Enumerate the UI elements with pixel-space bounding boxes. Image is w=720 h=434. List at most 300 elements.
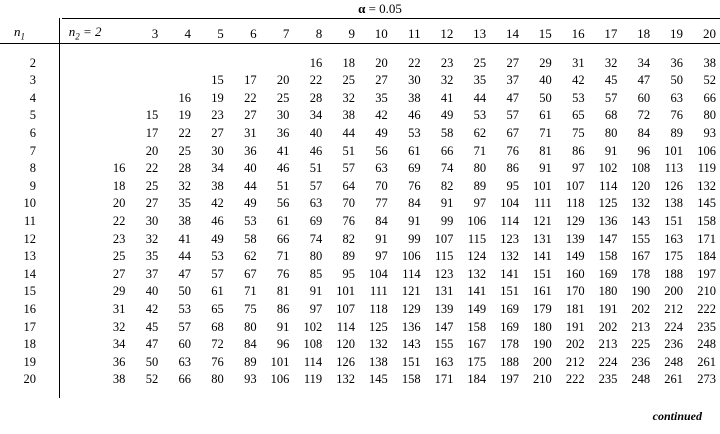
table-cell: 91 (276, 319, 290, 334)
table-cell: 169 (500, 319, 519, 334)
table-cell: 138 (369, 354, 388, 369)
table-cell (224, 47, 257, 73)
table-cell: 22 (112, 213, 126, 228)
table-cell: 35 (178, 196, 191, 211)
table-cell: 158 (598, 249, 618, 264)
table-cell: 42 (211, 196, 224, 211)
column-header: 20 (703, 26, 716, 42)
table-cell: 32 (342, 90, 355, 105)
table-cell: 53 (244, 213, 257, 228)
table-cell: 47 (637, 73, 651, 88)
table-cell: 107 (434, 231, 454, 246)
row-label: 12 (23, 231, 36, 246)
table-cell: 61 (408, 143, 421, 158)
table-row (0, 301, 716, 319)
table-cell: 29 (112, 284, 126, 299)
table-cell: 89 (670, 125, 683, 140)
table-cell: 145 (697, 196, 716, 211)
table-cell: 91 (375, 231, 388, 246)
table-cell: 44 (342, 125, 355, 140)
table-cell: 34 (637, 55, 651, 70)
table-cell: 53 (178, 301, 191, 316)
table-cell: 202 (598, 319, 618, 334)
table-cell: 53 (473, 108, 487, 123)
table-cell: 36 (276, 125, 290, 140)
table-cell: 225 (631, 337, 651, 352)
alpha-value: = 0.05 (365, 1, 402, 16)
table-row (0, 90, 716, 108)
table-cell: 32 (604, 55, 618, 70)
table-cell: 97 (309, 301, 323, 316)
table-cell: 184 (467, 372, 487, 387)
table-row (0, 178, 716, 196)
table-cell: 147 (434, 319, 454, 334)
table-cell: 25 (473, 55, 487, 70)
column-header: 13 (473, 26, 487, 42)
column-header: 12 (440, 26, 454, 42)
table-cell: 16 (112, 161, 126, 176)
table-cell: 45 (145, 319, 159, 334)
table-cell: 132 (697, 178, 716, 193)
table-cell: 28 (309, 90, 323, 105)
table-cell (125, 47, 158, 73)
table-cell: 97 (572, 161, 585, 176)
table-cell: 41 (276, 143, 290, 158)
table-cell: 81 (539, 143, 552, 158)
column-header: 10 (374, 26, 388, 42)
table-cell: 53 (211, 249, 224, 264)
row-label: 19 (23, 354, 36, 369)
table-cell: 81 (276, 284, 290, 299)
table-cell: 49 (440, 108, 454, 123)
table-cell: 167 (467, 337, 487, 352)
column-header: 18 (637, 26, 651, 42)
top-rule (62, 18, 720, 19)
table-cell: 202 (631, 301, 651, 316)
table-cell: 118 (369, 301, 388, 316)
table-cell: 23 (211, 108, 224, 123)
table-cell: 57 (211, 266, 224, 281)
table-cell: 89 (244, 354, 257, 369)
row-label: 5 (29, 108, 36, 123)
table-cell: 123 (434, 266, 454, 281)
table-cell: 61 (211, 284, 224, 299)
table-cell: 35 (145, 249, 159, 264)
table-cell: 38 (342, 108, 355, 123)
table-cell: 34 (309, 108, 323, 123)
table-cell: 56 (375, 143, 388, 158)
table-cell: 106 (401, 249, 421, 264)
table-cell: 57 (178, 319, 191, 334)
table-cell (125, 90, 158, 108)
table-cell: 179 (533, 301, 552, 316)
table-row (0, 213, 716, 231)
table-cell: 32 (178, 178, 191, 193)
table-cell: 91 (604, 143, 618, 158)
table-cell: 101 (533, 178, 552, 193)
table-cell: 191 (565, 319, 585, 334)
table-cell: 27 (506, 55, 519, 70)
table-cell (158, 72, 191, 90)
table-cell: 65 (572, 108, 585, 123)
table-cell: 120 (336, 337, 355, 352)
table-cell: 248 (664, 354, 683, 369)
table-cell (63, 125, 126, 143)
table-cell: 30 (211, 143, 224, 158)
table-cell: 169 (500, 301, 519, 316)
table-cell: 65 (211, 301, 224, 316)
table-cell: 22 (309, 73, 323, 88)
column-header: 16 (571, 26, 585, 42)
table-cell: 30 (276, 108, 290, 123)
table-row (0, 125, 716, 143)
table-cell: 248 (697, 337, 716, 352)
table-cell: 96 (276, 337, 290, 352)
table-cell: 139 (565, 231, 585, 246)
table-cell: 132 (500, 249, 519, 264)
table-cell: 197 (697, 266, 716, 281)
table-cell: 22 (244, 90, 257, 105)
table-cell: 61 (276, 213, 290, 228)
table-cell: 66 (178, 372, 191, 387)
table-cell: 163 (664, 231, 683, 246)
table-cell: 25 (342, 73, 355, 88)
table-cell: 261 (664, 372, 683, 387)
table-cell: 32 (112, 319, 126, 334)
table-cell: 213 (598, 337, 618, 352)
table-cell: 44 (473, 90, 487, 105)
table-cell: 136 (598, 213, 618, 228)
table-cell: 99 (408, 231, 421, 246)
table-cell: 126 (336, 354, 355, 369)
table-cell: 44 (244, 178, 257, 193)
table-cell: 46 (211, 213, 224, 228)
table-cell: 41 (178, 231, 191, 246)
table-cell: 57 (604, 90, 618, 105)
table-cell: 86 (506, 161, 519, 176)
table-cell: 113 (664, 161, 683, 176)
table-cell: 80 (604, 125, 618, 140)
table-row (0, 72, 716, 90)
table-cell: 71 (539, 125, 552, 140)
table-cell: 34 (211, 161, 224, 176)
table-cell: 38 (178, 213, 191, 228)
table-cell: 106 (467, 213, 487, 228)
table-cell: 47 (178, 266, 191, 281)
table-cell: 64 (342, 178, 355, 193)
table-cell: 22 (145, 161, 159, 176)
table-cell (63, 143, 126, 161)
table-row (0, 371, 716, 389)
table-cell: 89 (342, 249, 355, 264)
table-cell: 143 (401, 337, 421, 352)
table-cell: 66 (703, 90, 716, 105)
table-cell: 71 (276, 249, 290, 264)
table-cell (63, 90, 126, 108)
table-cell: 191 (598, 301, 618, 316)
table-cell: 91 (539, 161, 552, 176)
table-cell: 23 (112, 231, 126, 246)
table-cell: 34 (112, 337, 126, 352)
table-cell: 28 (178, 161, 191, 176)
table-cell: 114 (402, 266, 421, 281)
row-label: 17 (23, 319, 36, 334)
table-cell: 80 (703, 108, 716, 123)
table-cell: 101 (270, 354, 290, 369)
table-cell: 36 (244, 143, 257, 158)
table-cell: 62 (473, 125, 487, 140)
table-cell: 66 (440, 143, 454, 158)
row-label: 9 (29, 178, 36, 193)
table-cell: 273 (697, 372, 716, 387)
row-label: 2 (29, 55, 36, 70)
table-cell: 91 (309, 284, 323, 299)
table-cell: 17 (244, 73, 257, 88)
table-cell (191, 47, 224, 73)
table-cell: 119 (697, 161, 716, 176)
table-cell: 67 (506, 125, 519, 140)
table-cell: 76 (276, 266, 290, 281)
table-cell: 141 (533, 249, 552, 264)
row-label: 6 (29, 125, 36, 140)
table-cell: 132 (369, 337, 388, 352)
table-cell: 95 (342, 266, 355, 281)
table-cell: 68 (211, 319, 224, 334)
table-cell: 167 (631, 249, 651, 264)
table-cell: 74 (440, 161, 454, 176)
table-cell: 93 (244, 372, 257, 387)
table-cell: 158 (697, 213, 716, 228)
table-cell: 71 (473, 143, 487, 158)
table-cell: 80 (244, 319, 257, 334)
table-cell: 188 (664, 266, 683, 281)
table-cell: 20 (375, 55, 388, 70)
table-cell: 46 (408, 108, 421, 123)
table-cell: 27 (375, 73, 388, 88)
table-cell: 181 (565, 301, 585, 316)
table-cell: 52 (703, 73, 716, 88)
table-cell: 151 (533, 266, 552, 281)
table-cell: 49 (375, 125, 388, 140)
table-cell: 38 (703, 55, 716, 70)
table-cell: 163 (434, 354, 454, 369)
row-label: 4 (29, 90, 36, 105)
table-cell: 86 (276, 301, 290, 316)
table-cell: 36 (112, 354, 126, 369)
table-cell: 131 (533, 231, 552, 246)
table-cell: 53 (408, 125, 421, 140)
table-cell: 84 (244, 337, 257, 352)
table-cell: 188 (500, 354, 519, 369)
table-cell: 32 (145, 231, 159, 246)
table-cell: 27 (244, 108, 257, 123)
table-cell: 23 (440, 55, 454, 70)
table-cell: 85 (309, 266, 323, 281)
table-cell: 115 (435, 249, 454, 264)
column-header: 8 (315, 26, 323, 42)
table-cell: 20 (112, 196, 126, 211)
table-cell: 212 (565, 354, 585, 369)
table-cell: 121 (533, 213, 552, 228)
table-cell: 115 (467, 231, 487, 246)
table-cell: 53 (572, 90, 585, 105)
table-cell: 82 (342, 231, 355, 246)
table-cell: 58 (244, 231, 257, 246)
table-cell: 210 (697, 284, 716, 299)
table-cell: 102 (303, 319, 323, 334)
table-cell: 261 (697, 354, 716, 369)
column-header: 15 (538, 26, 552, 42)
table-cell: 50 (145, 354, 159, 369)
table-row (0, 160, 716, 178)
table-cell: 49 (244, 196, 257, 211)
table-cell: 248 (631, 372, 651, 387)
table-cell: 104 (369, 266, 388, 281)
table-cell: 175 (467, 354, 487, 369)
table-cell: 76 (670, 108, 683, 123)
table-cell: 111 (533, 196, 552, 211)
table-cell: 132 (631, 196, 651, 211)
table-cell: 80 (473, 161, 487, 176)
table-cell: 47 (145, 337, 159, 352)
table-cell: 40 (539, 73, 552, 88)
table-cell: 91 (408, 213, 421, 228)
table-cell: 129 (401, 301, 421, 316)
table-cell: 151 (664, 213, 683, 228)
table-cell: 158 (401, 372, 421, 387)
table-cell (63, 107, 126, 125)
table-cell: 32 (440, 73, 454, 88)
table-cell: 63 (375, 161, 388, 176)
table-cell: 224 (664, 319, 683, 334)
table-cell: 63 (670, 90, 683, 105)
critical-values-table (0, 22, 716, 389)
table-cell: 120 (631, 178, 651, 193)
table-cell: 224 (598, 354, 618, 369)
table-cell: 114 (336, 319, 355, 334)
table-cell: 69 (309, 213, 323, 228)
table-cell: 30 (408, 73, 421, 88)
table-cell: 50 (539, 90, 552, 105)
table-cell: 107 (565, 178, 585, 193)
table-cell: 60 (637, 90, 651, 105)
table-cell: 38 (112, 372, 126, 387)
n1-header: $n_1$ (14, 24, 25, 42)
table-cell: 184 (697, 249, 716, 264)
table-cell: 210 (533, 372, 552, 387)
table-cell (63, 72, 126, 90)
table-cell: 141 (467, 284, 487, 299)
table-cell: 190 (533, 337, 552, 352)
table-cell: 46 (276, 161, 290, 176)
table-cell: 35 (375, 90, 388, 105)
table-cell: 40 (309, 125, 323, 140)
table-cell: 46 (309, 143, 323, 158)
table-cell: 125 (369, 319, 388, 334)
table-row (0, 231, 716, 249)
table-cell: 161 (533, 284, 552, 299)
table-cell: 202 (565, 337, 585, 352)
table-cell: 69 (408, 161, 421, 176)
table-cell: 95 (506, 178, 519, 193)
table-row (0, 336, 716, 354)
table-cell: 200 (533, 354, 552, 369)
table-cell: 76 (342, 213, 355, 228)
table-cell: 52 (145, 372, 159, 387)
table-cell: 68 (604, 108, 618, 123)
table-cell: 197 (500, 372, 519, 387)
table-cell: 25 (178, 143, 191, 158)
table-row (0, 319, 716, 337)
table-cell: 101 (664, 143, 683, 158)
table-cell: 20 (145, 143, 159, 158)
column-header: 19 (669, 26, 683, 42)
table-cell: 132 (336, 372, 355, 387)
table-cell: 37 (145, 266, 159, 281)
row-label: 8 (29, 161, 36, 176)
table-cell: 47 (506, 90, 519, 105)
table-cell: 147 (598, 231, 618, 246)
table-cell: 25 (112, 249, 126, 264)
table-cell: 114 (303, 354, 323, 369)
row-label: 16 (23, 301, 36, 316)
table-cell: 51 (276, 178, 290, 193)
table-cell: 45 (604, 73, 618, 88)
table-cell (158, 47, 191, 73)
table-cell: 160 (565, 266, 585, 281)
table-cell: 70 (342, 196, 355, 211)
table-cell: 96 (637, 143, 651, 158)
table-cell: 19 (178, 108, 191, 123)
table-cell: 22 (178, 125, 191, 140)
table-cell: 36 (670, 55, 683, 70)
table-cell: 180 (533, 319, 552, 334)
column-header: 11 (408, 26, 421, 42)
table-cell: 102 (598, 161, 618, 176)
table-cell: 236 (631, 354, 651, 369)
table-cell: 106 (270, 372, 290, 387)
alpha-symbol: α (358, 1, 366, 16)
table-cell: 42 (145, 301, 159, 316)
table-cell: 190 (631, 284, 651, 299)
table-cell: 67 (244, 266, 257, 281)
table-cell: 75 (244, 301, 257, 316)
row-label: 13 (23, 249, 36, 264)
table-cell: 57 (309, 178, 323, 193)
row-label: 14 (23, 266, 36, 281)
row-label: 3 (29, 73, 36, 88)
table-cell: 72 (637, 108, 651, 123)
table-cell: 171 (434, 372, 454, 387)
table-cell: 178 (500, 337, 519, 352)
alpha-heading (0, 1, 720, 17)
table-row (0, 283, 716, 301)
table-cell: 93 (703, 125, 716, 140)
table-row (0, 266, 716, 284)
table-cell: 149 (565, 249, 585, 264)
row-label: 20 (23, 372, 36, 387)
table-cell: 63 (178, 354, 191, 369)
column-header: 4 (184, 26, 191, 42)
table-cell: 63 (309, 196, 323, 211)
table-cell: 108 (303, 337, 323, 352)
table-cell: 82 (440, 178, 454, 193)
table-cell: 57 (506, 108, 519, 123)
table-cell: 71 (244, 284, 257, 299)
table-cell: 27 (112, 266, 126, 281)
table-cell: 66 (276, 231, 290, 246)
table-cell: 97 (375, 249, 388, 264)
